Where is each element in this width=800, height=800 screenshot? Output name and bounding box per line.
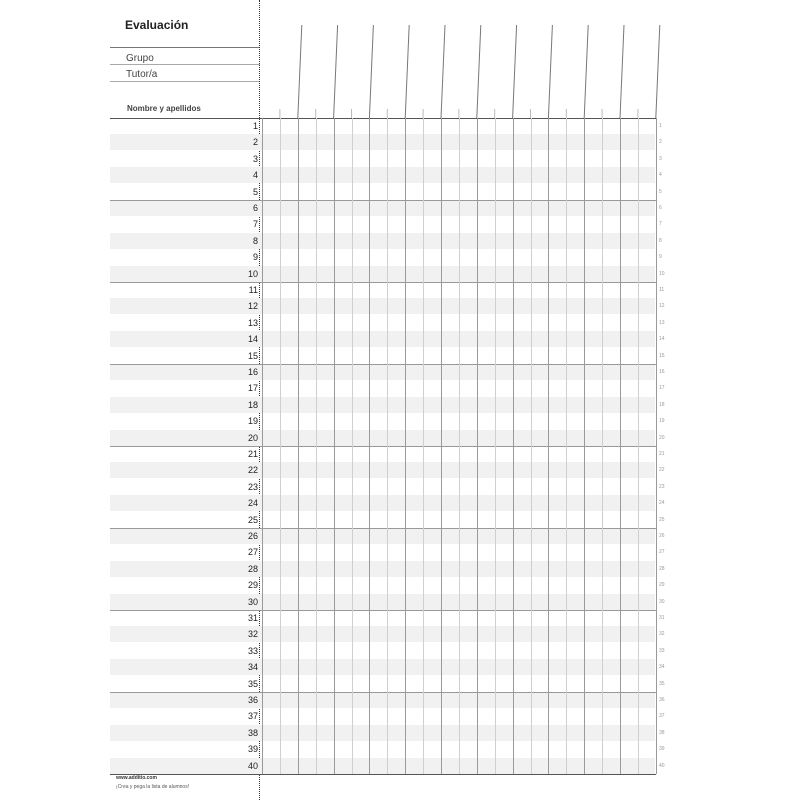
slanted-column-header-line	[369, 25, 373, 118]
side-row-number: 39	[659, 746, 665, 753]
student-row	[110, 708, 655, 724]
subcolumn-line	[280, 118, 281, 774]
subcolumn-line	[602, 118, 603, 774]
subcolumn-line	[495, 118, 496, 774]
student-row	[110, 282, 655, 298]
side-row-number: 19	[659, 418, 665, 425]
row-number: 14	[247, 334, 258, 345]
subcolumn-line	[459, 118, 460, 774]
row-number: 6	[252, 203, 258, 213]
slanted-column-header-line	[656, 25, 660, 118]
column-headers	[0, 0, 800, 120]
row-number: 29	[247, 580, 258, 591]
side-row-number: 6	[659, 205, 662, 211]
subcolumn-line	[566, 118, 567, 774]
row-group-divider	[110, 446, 656, 447]
row-number: 9	[252, 252, 258, 263]
side-row-number: 18	[659, 401, 665, 408]
row-number: 34	[247, 662, 258, 673]
student-row	[110, 594, 655, 610]
row-number: 35	[247, 678, 258, 689]
student-row	[110, 364, 655, 380]
row-number: 37	[247, 711, 258, 722]
side-row-number: 32	[659, 631, 665, 638]
student-row	[110, 331, 655, 347]
side-row-number: 40	[659, 762, 665, 769]
side-row-number: 20	[659, 434, 665, 441]
slanted-column-header-line	[513, 25, 517, 118]
slanted-column-header-line	[405, 25, 409, 118]
row-number: 10	[247, 268, 258, 279]
student-row	[110, 528, 655, 544]
row-number: 8	[252, 235, 258, 246]
side-row-number: 28	[659, 565, 665, 572]
student-row	[110, 315, 655, 331]
student-row	[110, 643, 655, 659]
side-row-number: 16	[659, 369, 665, 375]
row-number: 33	[247, 645, 258, 656]
row-number: 1	[252, 121, 258, 131]
student-row	[110, 430, 655, 446]
row-number: 3	[252, 153, 258, 164]
side-row-number: 4	[659, 172, 662, 179]
tutor-label: Tutor/a	[126, 69, 158, 80]
student-row	[110, 397, 655, 413]
student-row	[110, 151, 655, 167]
subcolumn-line	[423, 118, 424, 774]
student-row	[110, 626, 655, 642]
side-row-number: 30	[659, 598, 665, 605]
side-row-number: 25	[659, 516, 665, 523]
row-number: 25	[247, 514, 258, 525]
student-row	[110, 167, 655, 183]
student-row	[110, 233, 655, 249]
grid-bottom-line	[110, 774, 656, 775]
sheet-title: Evaluación	[125, 18, 189, 32]
row-number: 4	[252, 170, 258, 181]
side-row-number: 9	[659, 254, 662, 261]
row-number: 28	[247, 563, 258, 574]
row-number: 22	[247, 465, 258, 476]
row-number: 5	[252, 186, 258, 197]
row-number: 38	[247, 727, 258, 738]
slanted-column-header-line	[584, 25, 588, 118]
student-row	[110, 184, 655, 200]
row-number: 31	[247, 613, 258, 623]
column-line	[584, 118, 585, 774]
row-group-divider	[110, 692, 656, 693]
footer-url: www.additio.com	[116, 775, 157, 781]
row-number: 36	[247, 695, 258, 705]
student-row	[110, 659, 655, 675]
student-row	[110, 610, 655, 626]
row-number: 24	[247, 498, 258, 509]
student-row	[110, 544, 655, 560]
row-group-divider	[110, 118, 656, 119]
side-row-number: 31	[659, 615, 665, 621]
column-line	[548, 118, 549, 774]
column-line	[620, 118, 621, 774]
side-row-number: 29	[659, 582, 665, 589]
side-row-number: 38	[659, 729, 665, 736]
student-row	[110, 118, 655, 134]
student-row	[110, 446, 655, 462]
side-row-number: 24	[659, 500, 665, 507]
student-row	[110, 249, 655, 265]
row-number: 40	[247, 760, 258, 771]
column-line	[477, 118, 478, 774]
column-line	[298, 118, 299, 774]
side-row-number: 2	[659, 139, 662, 146]
row-number: 32	[247, 629, 258, 640]
row-group-divider	[110, 528, 656, 529]
student-row	[110, 413, 655, 429]
row-number: 18	[247, 399, 258, 410]
side-row-number: 1	[659, 123, 662, 129]
slanted-column-header-line	[548, 25, 552, 118]
side-row-number: 14	[659, 336, 665, 343]
side-row-number: 27	[659, 549, 665, 556]
row-number: 26	[247, 531, 258, 541]
row-number: 21	[247, 449, 258, 459]
row-number: 7	[252, 219, 258, 230]
side-row-number: 12	[659, 303, 665, 310]
row-group-divider	[110, 364, 656, 365]
subcolumn-line	[531, 118, 532, 774]
row-number: 19	[247, 416, 258, 427]
side-row-number: 11	[659, 287, 665, 293]
student-row	[110, 725, 655, 741]
row-number: 11	[248, 285, 258, 295]
row-group-divider	[110, 200, 656, 201]
side-row-number: 33	[659, 647, 665, 654]
student-row	[110, 134, 655, 150]
side-row-number: 36	[659, 697, 665, 703]
side-row-number: 7	[659, 221, 662, 228]
side-row-number: 37	[659, 713, 665, 720]
row-number: 17	[247, 383, 258, 394]
column-line	[262, 118, 263, 774]
group-label: Grupo	[126, 53, 154, 64]
row-number: 2	[252, 137, 258, 148]
student-row	[110, 380, 655, 396]
column-line	[656, 118, 657, 774]
subcolumn-line	[387, 118, 388, 774]
slanted-column-header-line	[441, 25, 445, 118]
slanted-column-header-line	[620, 25, 624, 118]
side-row-number: 21	[659, 451, 665, 457]
row-number: 15	[247, 350, 258, 361]
side-row-number: 22	[659, 467, 665, 474]
slanted-column-header-line	[298, 25, 302, 118]
student-row	[110, 758, 655, 774]
side-row-number: 10	[659, 270, 665, 277]
row-number: 13	[247, 317, 258, 328]
side-row-number: 17	[659, 385, 665, 392]
names-column-header: Nombre y apellidos	[127, 104, 201, 113]
student-row	[110, 298, 655, 314]
column-line	[334, 118, 335, 774]
subcolumn-line	[316, 118, 317, 774]
row-number: 30	[247, 596, 258, 607]
column-line	[441, 118, 442, 774]
student-row	[110, 462, 655, 478]
side-row-number: 23	[659, 483, 665, 490]
row-group-divider	[110, 610, 656, 611]
subcolumn-line	[638, 118, 639, 774]
student-row	[110, 348, 655, 364]
footer-note: ¡Crea y pega la lista de alumnos!	[116, 784, 190, 790]
row-number: 16	[247, 367, 258, 377]
row-group-divider	[110, 282, 656, 283]
student-row	[110, 266, 655, 282]
student-row	[110, 200, 655, 216]
row-number: 12	[247, 301, 258, 312]
slanted-column-header-line	[477, 25, 481, 118]
side-row-number: 8	[659, 237, 662, 244]
row-number: 23	[247, 481, 258, 492]
student-row	[110, 561, 655, 577]
side-row-number: 5	[659, 188, 662, 195]
column-line	[369, 118, 370, 774]
student-row	[110, 216, 655, 232]
side-row-number: 26	[659, 533, 665, 539]
side-row-number: 35	[659, 680, 665, 687]
column-line	[405, 118, 406, 774]
side-row-number: 34	[659, 664, 665, 671]
student-row	[110, 495, 655, 511]
subcolumn-line	[352, 118, 353, 774]
side-row-number: 3	[659, 155, 662, 162]
row-number: 39	[247, 744, 258, 755]
side-row-number: 13	[659, 319, 665, 326]
student-row	[110, 512, 655, 528]
row-number: 20	[247, 432, 258, 443]
student-row	[110, 479, 655, 495]
student-row	[110, 741, 655, 757]
student-row	[110, 692, 655, 708]
slanted-column-header-line	[334, 25, 338, 118]
student-row	[110, 676, 655, 692]
row-number: 27	[247, 547, 258, 558]
student-row	[110, 577, 655, 593]
column-line	[513, 118, 514, 774]
side-row-number: 15	[659, 352, 665, 359]
